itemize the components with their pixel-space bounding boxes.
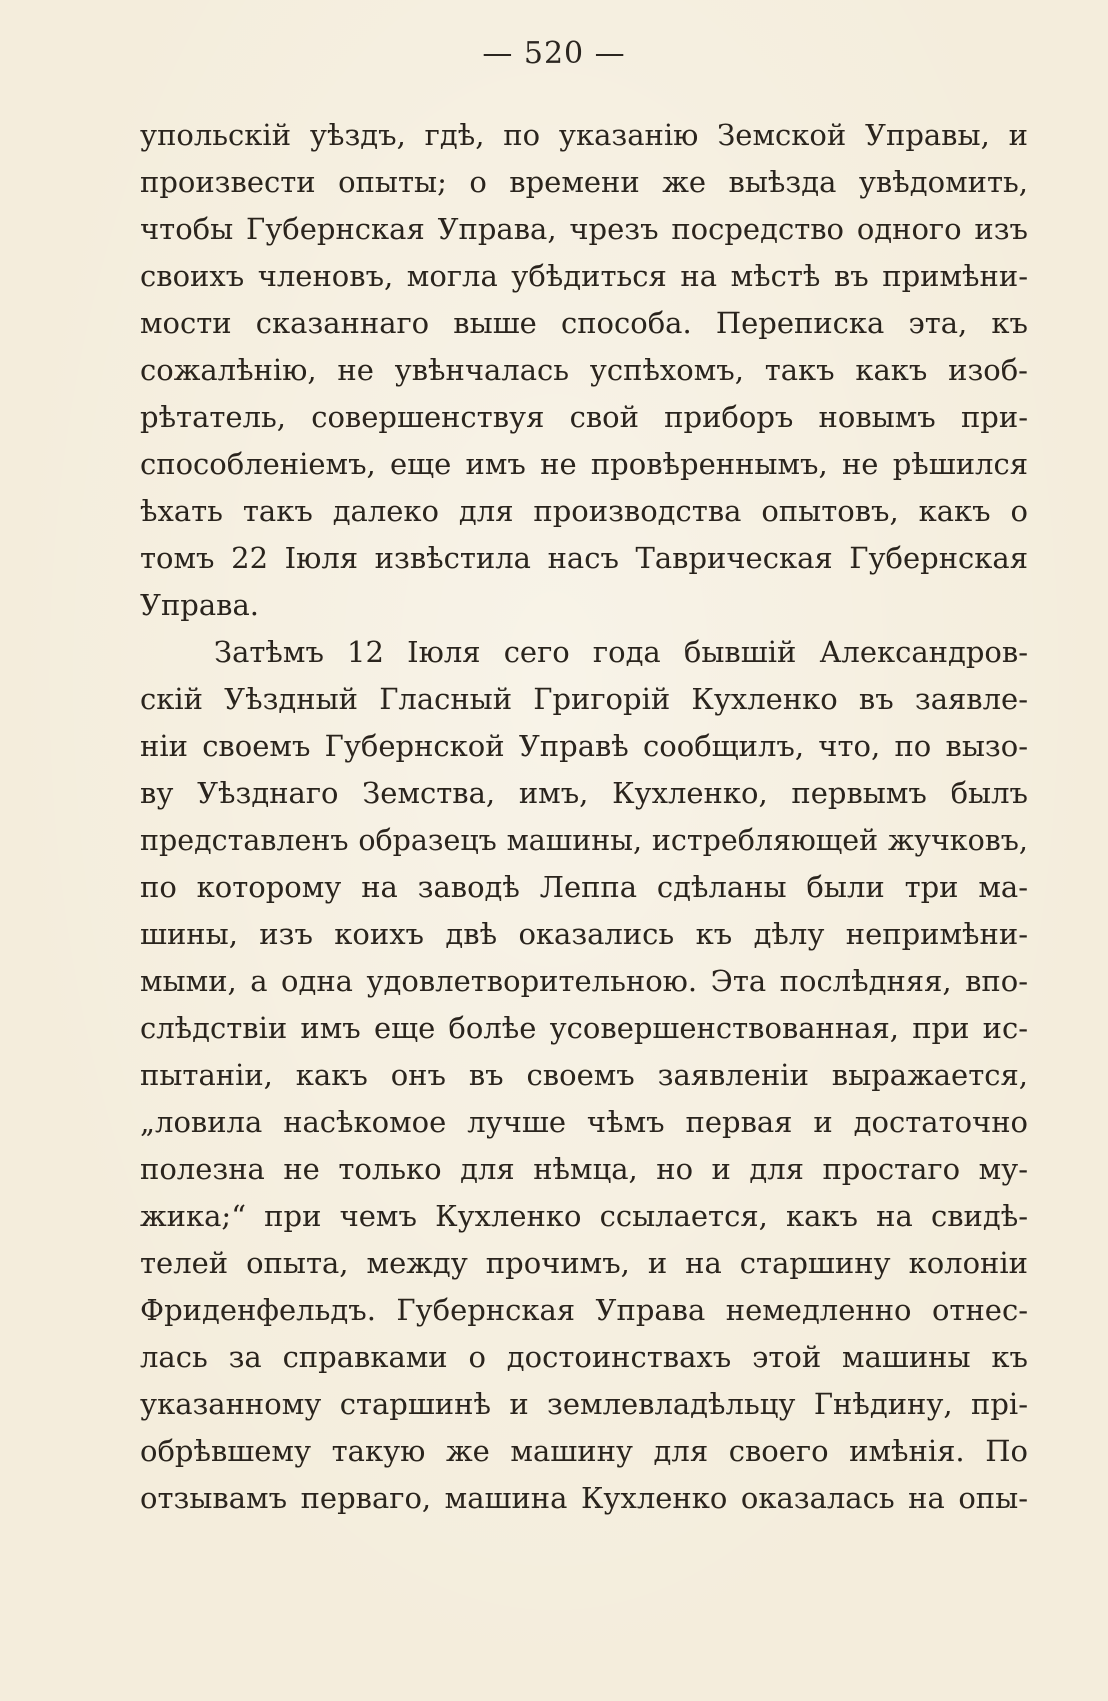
text-line: лась за справками о достоинствахъ этой машины къ [140,1340,1028,1374]
text-line: пытаніи, какъ онъ въ своемъ заявленіи выражается, [140,1058,1028,1092]
text-line: чтобы Губернская Управа, чрезъ посредство одного изъ [140,212,1028,246]
text-line: отзывамъ перваго, машина Кухленко оказалась на опы- [140,1481,1028,1515]
text-line: ніи своемъ Губернской Управѣ сообщилъ, что, по вызо- [140,729,1028,763]
text-line: скій Уѣздный Гласный Григорій Кухленко въ заявле- [140,682,1028,716]
text-line: Управа. [140,588,259,622]
text-line: указанному старшинѣ и землевладѣльцу Гнѣдину, прі- [140,1387,1028,1421]
text-line: мости сказаннаго выше способа. Переписка эта, къ [140,306,1028,340]
text-line: жика;“ при чемъ Кухленко ссылается, какъ на свидѣ- [140,1199,1028,1233]
text-line: по которому на заводѣ Леппа сдѣланы были три ма- [140,870,1028,904]
text-line: шины, изъ коихъ двѣ оказались къ дѣлу непримѣни- [140,917,1028,951]
text-line: полезна не только для нѣмца, но и для простаго му- [140,1152,1028,1186]
text-line: Фриденфельдъ. Губернская Управа немедленно отнес- [140,1293,1028,1327]
text-line: мыми, а одна удовлетворительною. Эта послѣдняя, впо- [140,964,1028,998]
text-line: упольскій уѣздъ, гдѣ, по указанію Земской Управы, и [140,118,1028,152]
text-line: рѣтатель, совершенствуя свой приборъ новымъ при- [140,400,1028,434]
text-line: ву Уѣзднаго Земства, имъ, Кухленко, первымъ былъ [140,776,1028,810]
text-line: томъ 22 Іюля извѣстила насъ Таврическая Губернская [140,541,1028,575]
text-line: способленіемъ, еще имъ не провѣреннымъ, не рѣшился [140,447,1028,481]
text-line: своихъ членовъ, могла убѣдиться на мѣстѣ въ примѣни- [140,259,1028,293]
body-text [140,112,1028,1522]
text-line: представленъ образецъ машины, истребляющей жучковъ, [140,824,1028,857]
text-line: произвести опыты; о времени же выѣзда увѣдомить, [140,165,1028,199]
paragraph-start-line: Затѣмъ 12 Іюля сего года бывшій Александров- [214,635,1028,669]
text-line: слѣдствіи имъ еще болѣе усовершенствованная, при ис- [140,1011,1028,1045]
text-line: обрѣвшему такую же машину для своего имѣнія. По [140,1434,1028,1468]
text-line: сожалѣнію, не увѣнчалась успѣхомъ, такъ какъ изоб- [140,353,1028,387]
text-line: ѣхать такъ далеко для производства опытовъ, какъ о [140,494,1028,528]
page-number: — 520 — [482,36,626,71]
text-line: телей опыта, между прочимъ, и на старшину колоніи [140,1246,1028,1280]
text-line: „ловила насѣкомое лучше чѣмъ первая и достаточно [140,1105,1028,1139]
